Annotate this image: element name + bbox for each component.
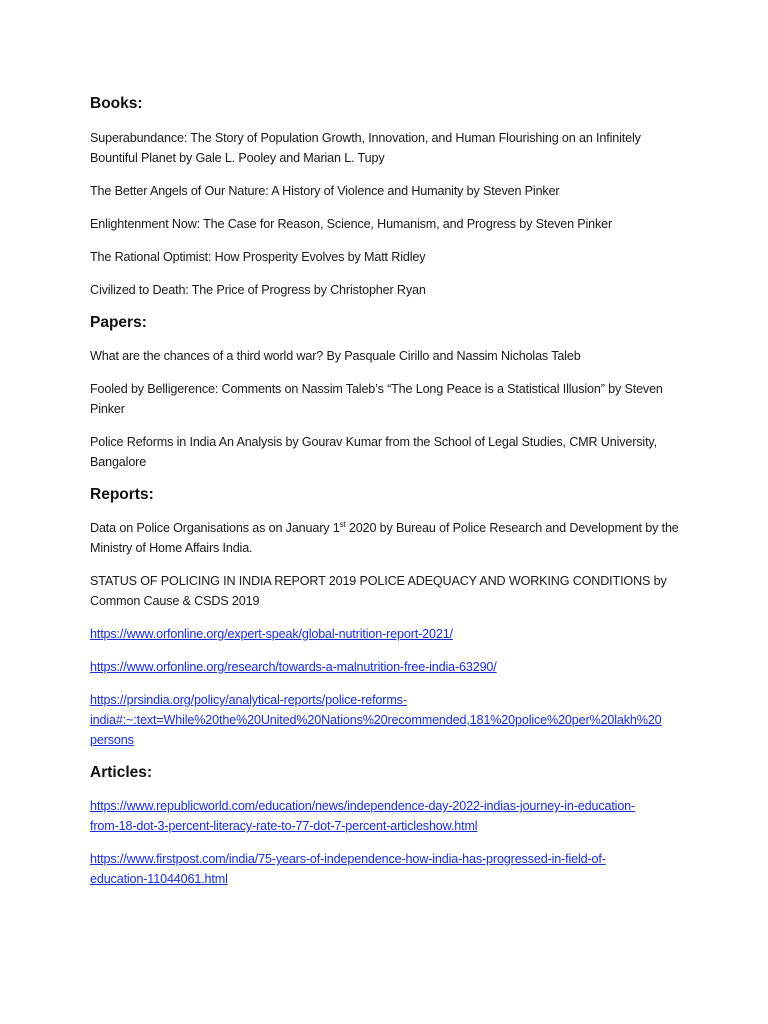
report-item: STATUS OF POLICING IN INDIA REPORT 2019 POLICE ADEQUACY AND WORKING CONDITIONS by Common Cause & CSDS 2019	[90, 574, 667, 608]
paper-item: Police Reforms in India An Analysis by Gourav Kumar from the School of Legal Studies, CMR University, Bangalore	[90, 435, 657, 469]
link-line: india#:~:text=While%20the%20United%20Nations%20recommended,181%20police%20per%20lakh%20	[90, 713, 662, 727]
book-item: Civilized to Death: The Price of Progress by Christopher Ryan	[90, 283, 426, 297]
articles-heading: Articles:	[90, 764, 153, 781]
article-link[interactable]	[90, 849, 688, 889]
report-link-item	[90, 657, 688, 677]
report-item-text: Data on Police Organisations as on January 1	[90, 521, 340, 535]
link-line: https://www.firstpost.com/india/75-years-of-independence-how-india-has-progressed-in-field-of-	[90, 852, 606, 866]
report-link[interactable]	[90, 690, 688, 750]
report-item	[90, 518, 688, 558]
book-item: Superabundance: The Story of Population Growth, Innovation, and Human Flourishing on an Infinitely Bountiful Planet by Gale L. Pooley and Marian L. Tupy	[90, 131, 641, 165]
paper-item: Fooled by Belligerence: Comments on Nassim Taleb’s “The Long Peace is a Statistical Illusion” by Steven Pinker	[90, 382, 663, 416]
link-line: https://prsindia.org/policy/analytical-reports/police-reforms-	[90, 693, 407, 707]
link-line: from-18-dot-3-percent-literacy-rate-to-77-dot-7-percent-articleshow.html	[90, 819, 478, 833]
link-line: persons	[90, 733, 134, 747]
articles-section	[90, 763, 688, 889]
reports-section	[90, 485, 688, 750]
article-link[interactable]	[90, 796, 688, 836]
papers-heading: Papers:	[90, 314, 147, 331]
link-line: https://www.republicworld.com/education/news/independence-day-2022-indias-journey-in-education-	[90, 799, 636, 813]
books-heading: Books:	[90, 95, 143, 112]
report-link[interactable]: https://www.orfonline.org/research/towards-a-malnutrition-free-india-63290/	[90, 660, 497, 674]
reports-heading: Reports:	[90, 486, 154, 503]
book-item: Enlightenment Now: The Case for Reason, Science, Humanism, and Progress by Steven Pinker	[90, 217, 613, 231]
link-line: education-11044061.html	[90, 872, 228, 886]
report-link[interactable]: https://www.orfonline.org/expert-speak/global-nutrition-report-2021/	[90, 627, 453, 641]
report-link-item	[90, 690, 688, 750]
article-link-item	[90, 796, 688, 836]
ordinal-superscript: st	[339, 519, 346, 529]
books-section	[90, 94, 688, 300]
article-link-item	[90, 849, 688, 889]
book-item: The Rational Optimist: How Prosperity Evolves by Matt Ridley	[90, 250, 426, 264]
report-item-text: 2020 by Bureau of Police Research and Development by the Ministry of Home Affairs India.	[90, 521, 679, 555]
paper-item: What are the chances of a third world war? By Pasquale Cirillo and Nassim Nicholas Taleb	[90, 349, 581, 363]
papers-section	[90, 313, 688, 472]
book-item: The Better Angels of Our Nature: A History of Violence and Humanity by Steven Pinker	[90, 184, 560, 198]
report-link-item	[90, 624, 688, 644]
